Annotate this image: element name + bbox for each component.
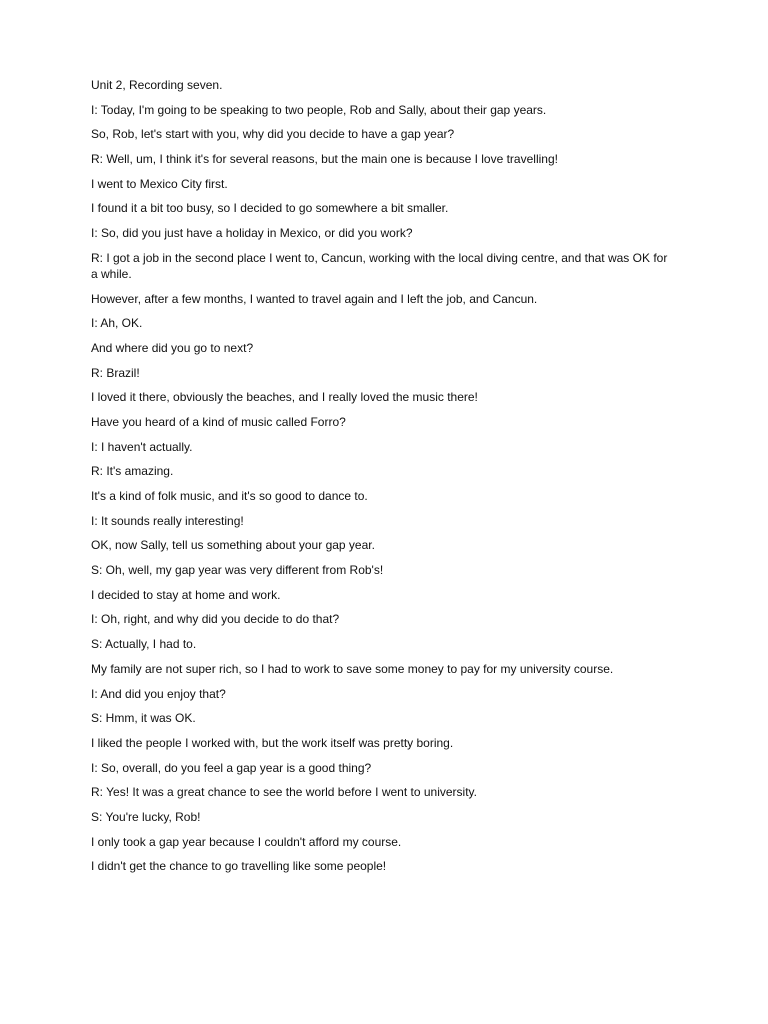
transcript-paragraph: And where did you go to next?	[91, 340, 254, 355]
transcript-paragraph: S: Oh, well, my gap year was very different from Rob's!	[91, 563, 384, 578]
transcript-paragraph: I went to Mexico City first.	[91, 176, 228, 191]
transcript-paragraph: R: Brazil!	[91, 365, 140, 380]
transcript-paragraph: However, after a few months, I wanted to travel again and I left the job, and Cancun.	[91, 291, 538, 306]
transcript-paragraph: I decided to stay at home and work.	[91, 587, 281, 602]
transcript-paragraph: I loved it there, obviously the beaches, and I really loved the music there!	[91, 390, 478, 405]
transcript-paragraph: I: Today, I'm going to be speaking to two people, Rob and Sally, about their gap years.	[91, 102, 547, 117]
transcript-paragraph: I didn't get the chance to go travelling like some people!	[91, 859, 387, 874]
transcript-paragraph: I: Oh, right, and why did you decide to do that?	[91, 612, 340, 627]
transcript-paragraph: Have you heard of a kind of music called Forro?	[91, 414, 346, 429]
transcript-paragraph: My family are not super rich, so I had to work to save some money to pay for my university course.	[91, 661, 614, 676]
transcript-paragraph: R: Well, um, I think it's for several reasons, but the main one is because I love travelling!	[91, 152, 558, 167]
transcript-paragraph: S: You're lucky, Rob!	[91, 809, 201, 824]
transcript-paragraph: OK, now Sally, tell us something about your gap year.	[91, 538, 375, 553]
transcript-paragraph: I found it a bit too busy, so I decided to go somewhere a bit smaller.	[91, 201, 449, 216]
transcript-paragraph: I: So, overall, do you feel a gap year is a good thing?	[91, 760, 372, 775]
transcript-paragraph: R: I got a job in the second place I went to, Cancun, working with the local diving centre, and that was OK for a while.	[91, 250, 668, 281]
transcript-paragraph: R: Yes! It was a great chance to see the world before I went to university.	[91, 785, 477, 800]
transcript-paragraph: I: So, did you just have a holiday in Mexico, or did you work?	[91, 226, 413, 241]
transcript-paragraph: I only took a gap year because I couldn't afford my course.	[91, 834, 402, 849]
transcript-paragraph: Unit 2, Recording seven.	[91, 78, 223, 92]
transcript-paragraph: I liked the people I worked with, but the work itself was pretty boring.	[91, 735, 454, 750]
transcript-paragraph: I: It sounds really interesting!	[91, 513, 244, 528]
transcript-paragraph: I: And did you enjoy that?	[91, 686, 226, 701]
transcript-paragraph: I: Ah, OK.	[91, 316, 143, 331]
transcript-paragraph: R: It's amazing.	[91, 464, 174, 479]
transcript-paragraph: It's a kind of folk music, and it's so good to dance to.	[91, 489, 368, 503]
transcript-paragraph: S: Actually, I had to.	[91, 637, 197, 652]
transcript-body	[91, 77, 671, 883]
transcript-paragraph: S: Hmm, it was OK.	[91, 711, 196, 726]
transcript-paragraph: So, Rob, let's start with you, why did you decide to have a gap year?	[91, 127, 455, 142]
transcript-paragraph: I: I haven't actually.	[91, 439, 193, 454]
